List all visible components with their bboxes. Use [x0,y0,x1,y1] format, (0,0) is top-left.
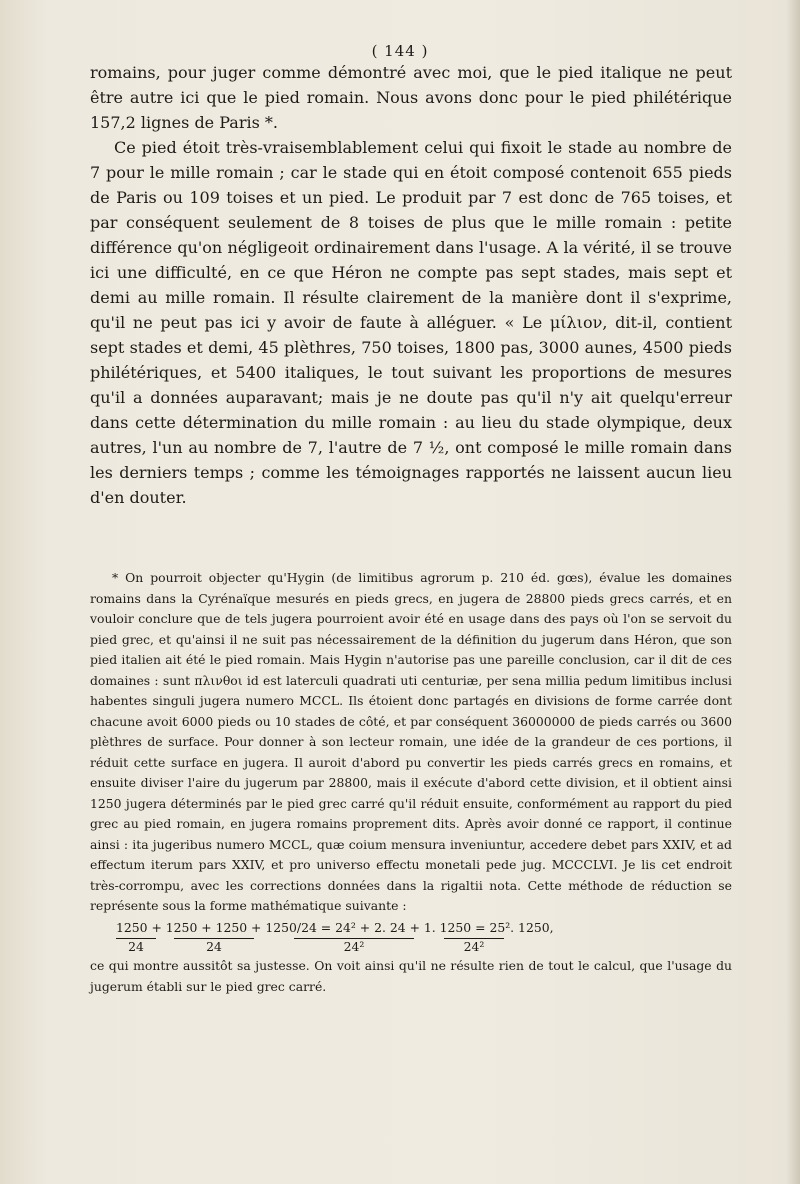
footnote [90,568,732,917]
denominator-2: 24 [174,938,254,955]
closing-text [90,956,732,997]
formula-denominators [116,938,732,955]
denominator-4: 24² [444,938,504,955]
denominator-3: 24² [294,938,414,955]
page-edge-shadow [786,0,800,1184]
paragraph-2: Ce pied étoit très-vraisemblablement celui qui fixoit le stade au nombre de 7 pour le mille romain ; car le stade qui en étoit composé contenoit 655 pieds de Paris ou 109 toises et un pied. Le produit par 7 est donc de 765 toises, et par conséquent seulement de 8 toises de plus que le mille romain : petite différence qu'on négligeoit ordinairement dans l'usage. A la vérité, il se trouve ici une difficulté, en ce que Héron ne compte pas sept stades, mais sept et demi au mille romain. Il résulte clairement de la manière dont il s'exprime, qu'il ne peut pas ici y avoir de faute à alléguer. « Le μίλιον, dit-il, contient sept stades et demi, 45 plèthres, 750 toises, 1800 pas, 3000 aunes, 4500 pieds philétériques, et 5400 italiques, le tout suivant les proportions de mesures qu'il a données auparavant; mais je ne doute pas qu'il n'y ait quelqu'erreur dans cette détermination du mille romain : au lieu du stade olympique, deux autres, l'un au nombre de 7, l'autre de 7 ½, ont composé le mille romain dans les derniers temps ; comme les témoignages rapportés ne laissent aucun lieu d'en douter. [90,138,732,507]
main-text [90,60,732,510]
closing-paragraph: ce qui montre aussitôt sa justesse. On voit ainsi qu'il ne résulte rien de tout le calcul, que l'usage du jugerum établi sur le pied grec carré. [90,958,732,994]
page-number: ( 144 ) [371,42,429,60]
formula [116,920,732,955]
footnote-text: * On pourroit objecter qu'Hygin (de limitibus agrorum p. 210 éd. gœs), évalue les domaines romains dans la Cyrénaïque mesurés en pieds grecs, en jugera de 28800 pieds grecs carrés, et en vouloir conclure que de tels jugera pourroient avoir été en usage dans des pays où l'on se servoit du pied grec, et qu'ainsi il ne suit pas nécessairement de la définition du jugerum dans Héron, que son pied italien ait été le pied romain. Mais Hygin n'autorise pas une pareille conclusion, car il dit de ces domaines : sunt πλινθοι id est laterculi quadrati uti centuriæ, per sena millia pedum limitibus inclusi habentes singuli jugera numero MCCL. Ils étoient donc partagés en divisions de forme carrée dont chacune avoit 6000 pieds ou 10 stades de côté, et par conséquent 36000000 de pieds carrés ou 3600 plèthres de surface. Pour donner à son lecteur romain, une idée de la grandeur de ces portions, il réduit cette surface en jugera. Il auroit d'abord pu convertir les pieds carrés grecs en romains, et ensuite diviser l'aire du jugerum par 28800, mais il exécute d'abord cette division, et il obtient ainsi 1250 jugera déterminés par le pied grec carré qu'il réduit ensuite, conformément au rapport du pied grec au pied romain, en jugera romains proprement dits. Après avoir donné ce rapport, il continue ainsi : ita jugeribus numero MCCL, quæ coium mensura inveniuntur, accedere debet pars XXIV, et ad effectum iterum pars XXIV, et pro universo effectu monetali pede jug. MCCCLVI. Je lis cet endroit très-corrompu, avec les corrections données dans la rigaltii nota. Cette méthode de réduction se représente sous la forme mathématique suivante : [90,570,732,913]
denominator-1: 24 [116,938,156,955]
formula-numerators: 1250 + 1250 + 1250 + 1250/24 = 24² + 2. 24 + 1. 1250 = 25². 1250, [116,920,554,935]
paragraph-1: romains, pour juger comme démontré avec moi, que le pied italique ne peut être autre ici que le pied romain. Nous avons donc pour le pied philétérique 157,2 lignes de Paris *. [90,63,732,132]
